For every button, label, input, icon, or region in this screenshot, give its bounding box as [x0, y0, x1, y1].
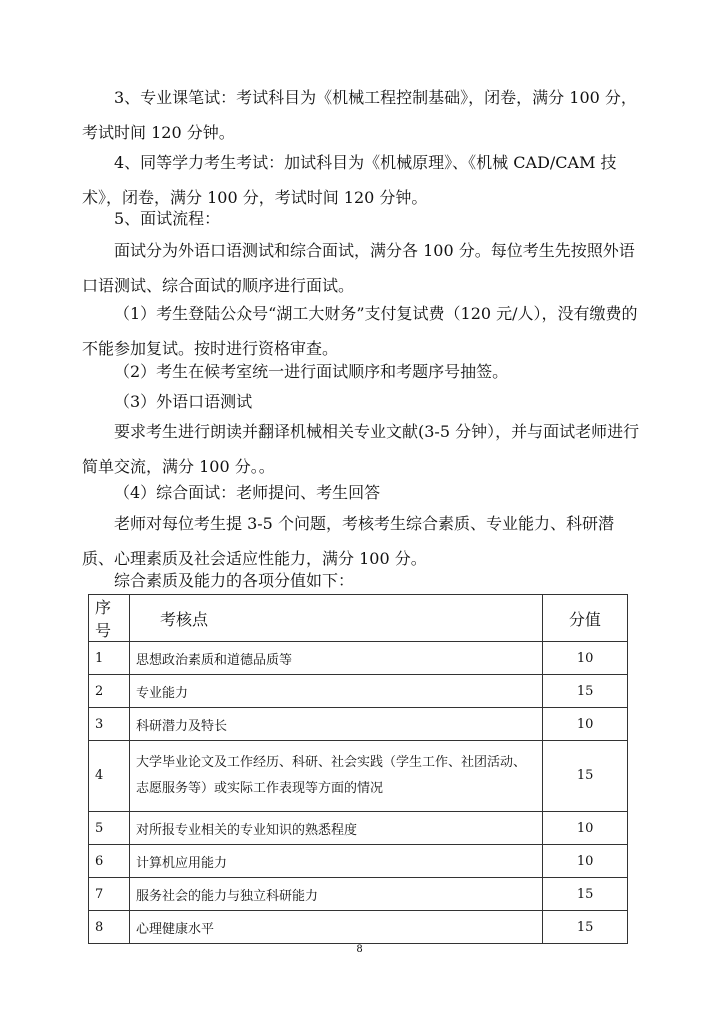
row-no: 1	[89, 642, 130, 675]
row-item: 大学毕业论文及工作经历、科研、社会实践（学生工作、社团活动、志愿服务等）或实际工作表现等方面的情况	[129, 741, 542, 812]
row-score: 15	[542, 911, 627, 944]
row-item: 专业能力	[129, 675, 542, 708]
table-header-row	[89, 595, 628, 642]
row-no: 4	[89, 741, 130, 812]
table-row	[89, 741, 628, 812]
paragraph-step-3-title: （3）外语口语测试	[114, 392, 253, 411]
row-no: 8	[89, 911, 130, 944]
row-no: 7	[89, 878, 130, 911]
row-score: 15	[542, 741, 627, 812]
paragraph-step-2: （2）考生在候考室统一进行面试顺序和考题序号抽签。	[114, 362, 509, 381]
row-item: 心理健康水平	[129, 911, 542, 944]
paragraph-interview-title: 5、面试流程：	[114, 209, 221, 228]
row-score: 10	[542, 845, 627, 878]
header-score: 分值	[542, 595, 627, 642]
row-no: 6	[89, 845, 130, 878]
paragraph-step-3-body: 要求考生进行朗读并翻译机械相关专业文献(3-5 分钟），并与面试老师进行简单交流，满分 100 分。。	[82, 422, 640, 476]
row-item: 计算机应用能力	[129, 845, 542, 878]
table-row	[89, 675, 628, 708]
row-score: 10	[542, 708, 627, 741]
paragraph-step-1: （1）考生登陆公众号“湖工大财务”支付复试费（120 元/人），没有缴费的不能参加复试。按时进行资格审查。	[82, 304, 638, 358]
table-row	[89, 708, 628, 741]
paragraph-step-4-body: 老师对每位考生提 3-5 个问题，考核考生综合素质、专业能力、科研潜质、心理素质及社会适应性能力，满分 100 分。	[82, 514, 614, 568]
table-row	[89, 812, 628, 845]
table-intro: 综合素质及能力的各项分值如下：	[114, 571, 355, 590]
row-item: 服务社会的能力与独立科研能力	[129, 878, 542, 911]
row-no: 3	[89, 708, 130, 741]
paragraph-written-exam: 3、专业课笔试：考试科目为《机械工程控制基础》，闭卷，满分 100 分，考试时间 120 分钟。	[82, 88, 637, 142]
row-item: 思想政治素质和道德品质等	[129, 642, 542, 675]
paragraph-equivalent-exam: 4、同等学力考生考试：加试科目为《机械原理》、《机械 CAD/CAM 技术》，闭卷，满分 100 分，考试时间 120 分钟。	[82, 153, 617, 207]
paragraph-step-4-title: （4）综合面试：老师提问、考生回答	[114, 483, 381, 502]
row-no: 2	[89, 675, 130, 708]
row-item: 科研潜力及特长	[129, 708, 542, 741]
table-row	[89, 911, 628, 944]
row-score: 15	[542, 675, 627, 708]
table-row	[89, 642, 628, 675]
score-table	[88, 594, 628, 944]
row-item: 对所报专业相关的专业知识的熟悉程度	[129, 812, 542, 845]
row-score: 10	[542, 642, 627, 675]
row-score: 15	[542, 878, 627, 911]
table-row	[89, 878, 628, 911]
row-no: 5	[89, 812, 130, 845]
header-item: 考核点	[129, 595, 542, 642]
table-row	[89, 845, 628, 878]
header-no: 序号	[89, 595, 130, 642]
page-number: 8	[356, 944, 363, 955]
paragraph-interview-body: 面试分为外语口语测试和综合面试，满分各 100 分。每位考生先按照外语口语测试、综合面试的顺序进行面试。	[82, 241, 635, 295]
row-score: 10	[542, 812, 627, 845]
